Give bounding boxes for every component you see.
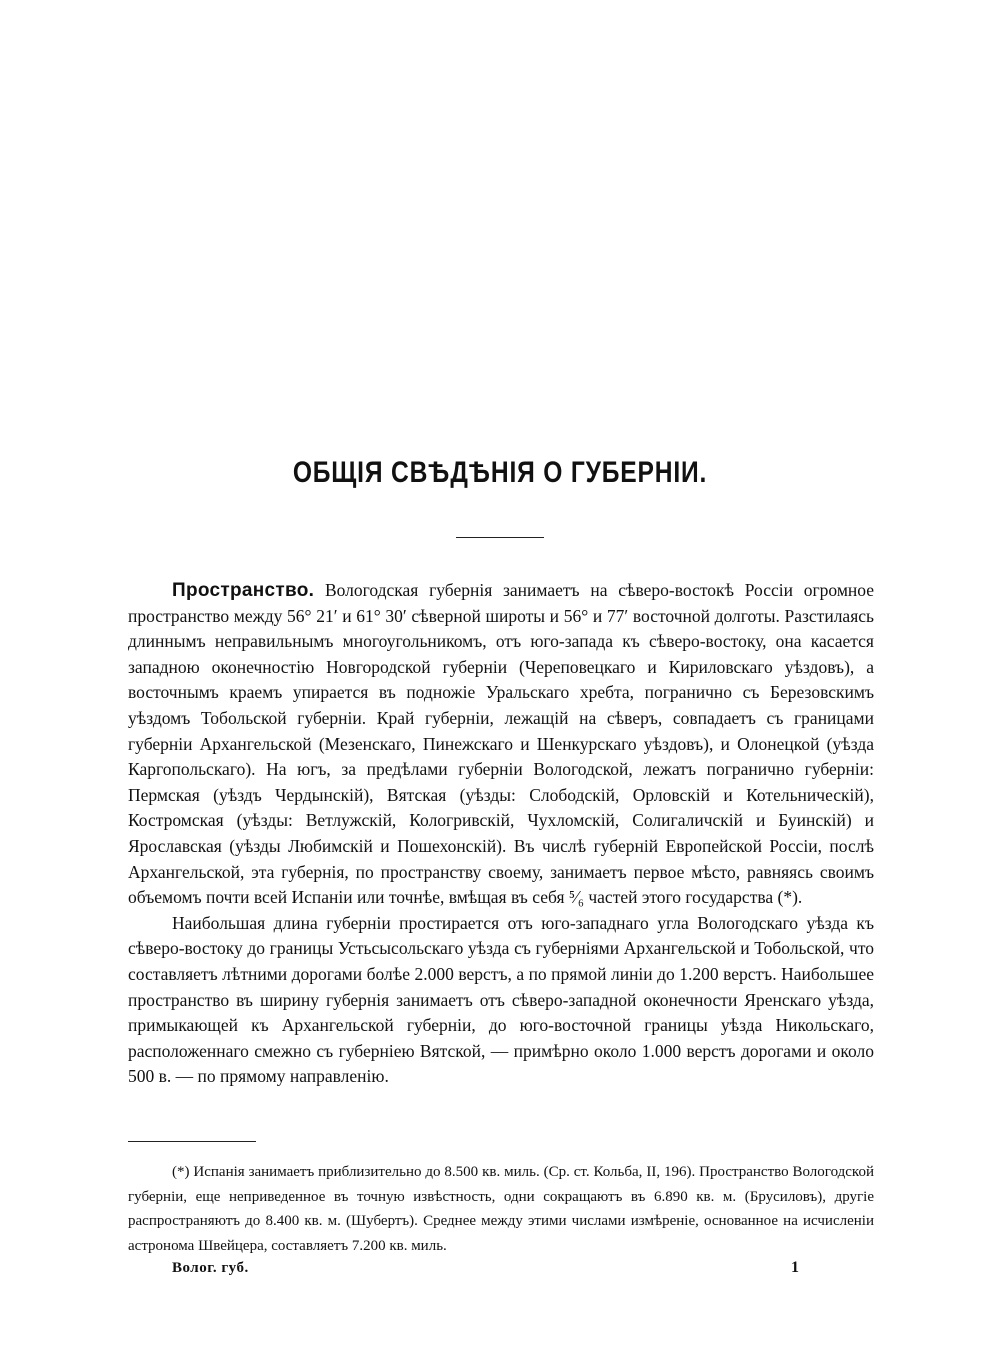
page-number: 1: [791, 1259, 799, 1276]
paragraph: [128, 911, 874, 1090]
footnote-divider: [128, 1141, 256, 1142]
paragraph-lead: Пространство.: [172, 580, 315, 601]
paragraph: [128, 578, 874, 911]
main-text: [128, 578, 874, 1090]
page-title: ОБЩІЯ СВѢДѢНІЯ О ГУБЕРНІИ.: [292, 456, 708, 489]
title-divider: [456, 537, 544, 538]
paragraph-text: Наибольшая длина губерніи простирается отъ юго-западнаго угла Вологодскаго уѣзда къ сѣверо-востоку до границы Устьсысольскаго уѣзда съ губерніями Архангельской и Тобольской, что составляетъ лѣтними дорогами болѣе 2.000 верстъ, а по прямой линіи до 1.200 верстъ. Наибольшее пространство въ ширину губернія занимаетъ отъ сѣверо-западной оконечности Яренскаго уѣзда, примыкающей къ Архангельской губерніи, до юго-восточной границы уѣзда Никольскаго, расположеннаго смежно съ губерніею Вятской, — примѣрно около 1.000 верстъ дорогами и около 500 в. — по прямому направленію.: [128, 912, 874, 1087]
footnote: [128, 1160, 874, 1258]
signature-mark: Волог. губ.: [172, 1260, 249, 1276]
paragraph-text: Вологодская губернія занимаетъ на сѣверо-востокѣ Россіи огромное пространство между 56° 21′ и 61° 30′ сѣверной широты и 56° и 77′ восточной долготы. Разстилаясь длиннымъ неправильнымъ многоугольникомъ, отъ юго-запада къ сѣверо-востоку, она касается западною оконечностію Новгородской губерніи (Череповецкаго и Кириловскаго уѣздовъ), а восточнымъ краемъ упирается въ подножіе Уральскаго хребта, погранично съ Березовскимъ уѣздомъ Тобольской губерніи. Край губерніи, лежащій на сѣверъ, совпадаетъ съ границами губерніи Архангельской (Мезенскаго, Пинежскаго и Шенкурскаго уѣздовъ), и Олонецкой (уѣзда Каргопольскаго). На югъ, за предѣлами губерніи Вологодской, лежатъ погранично губерніи: Пермская (уѣздъ Чердынскій), Вятская (уѣзды: Слободскій, Орловскій и Котельническій), Костромская (уѣзды: Ветлужскій, Кологривскій, Чухломскій, Солигаличскій и Буинскій) и Ярославская (уѣзды Любимскій и Пошехонскій). Въ числѣ губерній Европейской Россіи, послѣ Архангельской, эта губернія, по пространству своему, занимаетъ первое мѣсто, равняясь своимъ объемомъ почти всей Испаніи или точнѣе, вмѣщая въ себя ⁵⁄₆ частей этого государства (*).: [128, 580, 874, 908]
footnote-text: (*) Испанія занимаетъ приблизительно до 8.500 кв. миль. (Ср. ст. Кольба, II, 196). Пространство Вологодской губерніи, еще неприведенное въ точную извѣстность, одни сокращаютъ въ 6.890 кв. м. (Брусиловъ), другіе распространяютъ до 8.400 кв. м. (Шубертъ). Среднее между этими числами измѣреніе, основанное на исчисленіи астронома Швейцера, составляетъ 7.200 кв. миль.: [128, 1164, 874, 1254]
